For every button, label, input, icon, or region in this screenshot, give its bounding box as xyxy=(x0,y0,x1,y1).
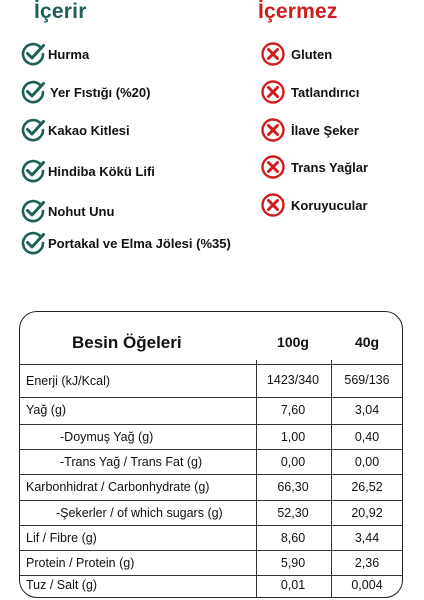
contains-title: İçerir xyxy=(34,0,87,23)
nutrient-name: Yağ (g) xyxy=(26,403,67,417)
nutrient-name: Lif / Fibre (g) xyxy=(26,531,97,545)
contains-item xyxy=(20,78,150,106)
nutrient-value-40g: 20,92 xyxy=(351,506,383,520)
nutrient-value-40g: 3,04 xyxy=(354,403,380,417)
nutrient-name: Karbonhidrat / Carbonhydrate (g) xyxy=(26,480,210,494)
table-row xyxy=(20,364,402,398)
contains-item-label: Portakal ve Elma Jölesi (%35) xyxy=(48,235,231,251)
nutrient-value-100g: 0,00 xyxy=(280,455,306,469)
table-row xyxy=(20,526,402,551)
contains-item xyxy=(20,197,114,225)
nutrient-value-100g: 66,30 xyxy=(277,480,309,494)
nutrition-header-100g: 100g xyxy=(277,334,309,350)
nutrition-header-name: Besin Öğeleri xyxy=(72,333,182,352)
nutrition-header-40g: 40g xyxy=(354,334,380,350)
nutrient-name: Protein / Protein (g) xyxy=(26,556,135,570)
check-circle-icon xyxy=(20,230,46,256)
nutrient-name: Tuz / Salt (g) xyxy=(26,578,98,592)
table-row xyxy=(20,573,402,598)
contains-item xyxy=(20,229,231,257)
contains-item-label: Yer Fıstığı (%20) xyxy=(50,84,151,100)
excludes-item-label: Tatlandırıcı xyxy=(291,84,360,100)
nutrient-value-100g: 1423/340 xyxy=(266,373,320,387)
table-row xyxy=(20,501,402,526)
table-row xyxy=(20,475,402,501)
nutrient-value-100g: 5,90 xyxy=(280,556,306,570)
nutrient-value-100g: 52,30 xyxy=(277,506,309,520)
excludes-title: İçermez xyxy=(258,0,338,23)
contains-item xyxy=(20,157,155,185)
contains-item xyxy=(20,116,130,144)
nutrition-table xyxy=(19,311,403,598)
check-circle-icon xyxy=(20,79,46,105)
contains-item-label: Hurma xyxy=(48,46,90,62)
nutrient-name: -Trans Yağ / Trans Fat (g) xyxy=(60,455,203,469)
nutrient-value-100g: 1,00 xyxy=(280,430,306,444)
nutrient-name: -Doymuş Yağ (g) xyxy=(60,430,154,444)
nutrient-value-40g: 2,36 xyxy=(354,556,380,570)
cross-circle-icon xyxy=(260,117,286,143)
nutrient-value-40g: 0,004 xyxy=(351,578,383,592)
nutrient-value-40g: 569/136 xyxy=(344,373,390,387)
contains-item-label: Hindiba Kökü Lifi xyxy=(48,163,155,179)
nutrient-value-100g: 0,01 xyxy=(280,578,306,592)
contains-item-label: Kakao Kitlesi xyxy=(48,122,130,138)
excludes-item xyxy=(260,78,359,106)
table-row xyxy=(20,398,402,425)
nutrient-name: Enerji (kJ/Kcal) xyxy=(26,374,111,388)
contains-item-label: Nohut Unu xyxy=(48,203,115,219)
excludes-item-label: Koruyucular xyxy=(291,197,368,213)
excludes-item xyxy=(260,191,368,219)
cross-circle-icon xyxy=(260,79,286,105)
table-row xyxy=(20,425,402,450)
table-row xyxy=(20,450,402,475)
excludes-item-label: Trans Yağlar xyxy=(291,159,369,175)
cross-circle-icon xyxy=(260,41,286,67)
nutrient-value-40g: 3,44 xyxy=(354,531,380,545)
check-circle-icon xyxy=(20,117,46,143)
nutrient-value-40g: 26,52 xyxy=(351,480,383,494)
nutrient-value-100g: 7,60 xyxy=(280,403,306,417)
nutrient-value-40g: 0,00 xyxy=(354,455,380,469)
cross-circle-icon xyxy=(260,192,286,218)
cross-circle-icon xyxy=(260,154,286,180)
check-circle-icon xyxy=(20,41,46,67)
nutrient-value-100g: 8,60 xyxy=(280,531,306,545)
contains-item xyxy=(20,40,89,68)
check-circle-icon xyxy=(20,198,46,224)
excludes-item xyxy=(260,153,368,181)
excludes-item xyxy=(260,40,332,68)
nutrient-name: -Şekerler / of which sugars (g) xyxy=(56,506,223,520)
excludes-item-label: İlave Şeker xyxy=(291,122,359,138)
excludes-item-label: Gluten xyxy=(291,46,333,62)
nutrient-value-40g: 0,40 xyxy=(354,430,380,444)
check-circle-icon xyxy=(20,158,46,184)
excludes-item xyxy=(260,116,359,144)
